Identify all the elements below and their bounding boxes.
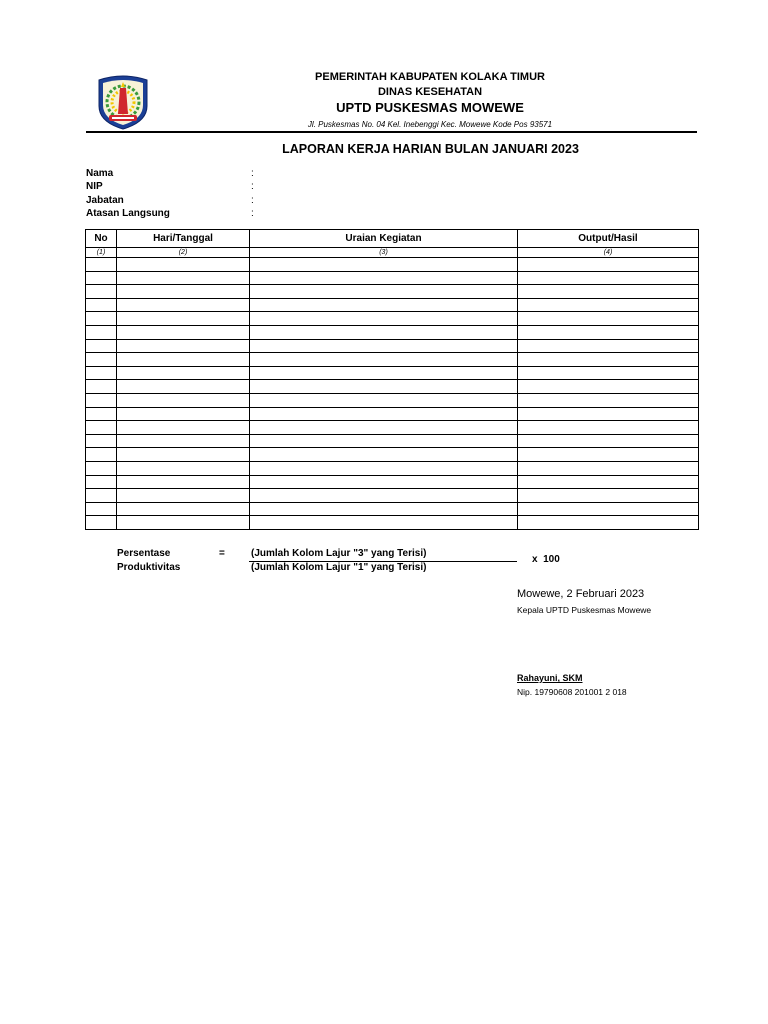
table-cell[interactable] bbox=[86, 407, 117, 421]
table-cell[interactable] bbox=[518, 448, 699, 462]
table-cell[interactable] bbox=[117, 353, 250, 367]
table-cell[interactable] bbox=[86, 489, 117, 503]
header-government: PEMERINTAH KABUPATEN KOLAKA TIMUR bbox=[315, 71, 545, 83]
table-cell[interactable] bbox=[86, 339, 117, 353]
table-cell[interactable] bbox=[518, 325, 699, 339]
table-cell[interactable] bbox=[518, 421, 699, 435]
nip-label: NIP bbox=[86, 181, 103, 192]
table-cell[interactable] bbox=[86, 502, 117, 516]
table-row bbox=[86, 489, 699, 503]
col-number-3: (3) bbox=[250, 248, 518, 258]
table-row bbox=[86, 421, 699, 435]
table-row bbox=[86, 407, 699, 421]
table-cell[interactable] bbox=[518, 285, 699, 299]
table-cell[interactable] bbox=[250, 393, 518, 407]
table-cell[interactable] bbox=[518, 489, 699, 503]
formula-multiplier: x 100 bbox=[532, 554, 560, 565]
table-cell[interactable] bbox=[86, 475, 117, 489]
table-cell[interactable] bbox=[117, 516, 250, 530]
regency-emblem-icon bbox=[95, 74, 151, 130]
nama-label: Nama bbox=[86, 168, 114, 179]
table-cell[interactable] bbox=[250, 475, 518, 489]
table-cell[interactable] bbox=[117, 393, 250, 407]
table-cell[interactable] bbox=[250, 271, 518, 285]
table-row bbox=[86, 393, 699, 407]
formula-numerator: (Jumlah Kolom Lajur "3" yang Terisi) bbox=[251, 548, 427, 559]
table-cell[interactable] bbox=[117, 339, 250, 353]
table-cell[interactable] bbox=[117, 285, 250, 299]
header-activity: Uraian Kegiatan bbox=[250, 230, 518, 248]
atasan-colon: : bbox=[251, 208, 254, 219]
table-cell[interactable] bbox=[518, 366, 699, 380]
column-number-row bbox=[86, 248, 699, 258]
table-cell[interactable] bbox=[250, 325, 518, 339]
table-cell[interactable] bbox=[86, 380, 117, 394]
table-cell[interactable] bbox=[86, 312, 117, 326]
table-cell[interactable] bbox=[86, 516, 117, 530]
table-cell[interactable] bbox=[117, 502, 250, 516]
table-row bbox=[86, 353, 699, 367]
table-row bbox=[86, 434, 699, 448]
table-row bbox=[86, 380, 699, 394]
table-cell[interactable] bbox=[250, 366, 518, 380]
table-cell[interactable] bbox=[518, 393, 699, 407]
atasan-label: Atasan Langsung bbox=[86, 208, 170, 219]
table-cell[interactable] bbox=[117, 258, 250, 272]
table-row bbox=[86, 475, 699, 489]
table-cell[interactable] bbox=[250, 516, 518, 530]
table-cell[interactable] bbox=[518, 434, 699, 448]
header-divider bbox=[86, 131, 697, 133]
table-cell[interactable] bbox=[518, 271, 699, 285]
table-cell[interactable] bbox=[250, 461, 518, 475]
signature-name: Rahayuni, SKM bbox=[517, 673, 583, 683]
table-cell[interactable] bbox=[117, 434, 250, 448]
header-department: DINAS KESEHATAN bbox=[377, 86, 483, 98]
signature-nip: Nip. 19790608 201001 2 018 bbox=[517, 687, 627, 697]
table-cell[interactable] bbox=[117, 407, 250, 421]
table-cell[interactable] bbox=[117, 489, 250, 503]
table-row bbox=[86, 285, 699, 299]
table-row bbox=[86, 516, 699, 530]
table-cell[interactable] bbox=[250, 312, 518, 326]
table-cell[interactable] bbox=[250, 448, 518, 462]
table-row bbox=[86, 325, 699, 339]
table-cell[interactable] bbox=[250, 258, 518, 272]
table-cell[interactable] bbox=[518, 461, 699, 475]
table-cell[interactable] bbox=[250, 285, 518, 299]
signature-position: Kepala UPTD Puskesmas Mowewe bbox=[517, 605, 652, 615]
table-cell[interactable] bbox=[250, 421, 518, 435]
formula-label-1: Persentase bbox=[117, 548, 171, 559]
header-date: Hari/Tanggal bbox=[117, 230, 250, 248]
table-cell[interactable] bbox=[518, 258, 699, 272]
table-cell[interactable] bbox=[117, 475, 250, 489]
table-cell[interactable] bbox=[518, 339, 699, 353]
formula-label-2: Produktivitas bbox=[117, 562, 181, 573]
header-output: Output/Hasil bbox=[518, 230, 699, 248]
table-header-row bbox=[86, 230, 699, 248]
table-row bbox=[86, 339, 699, 353]
table-row bbox=[86, 258, 699, 272]
table-cell[interactable] bbox=[518, 353, 699, 367]
table-row bbox=[86, 312, 699, 326]
table-cell[interactable] bbox=[117, 421, 250, 435]
header-address: Jl. Puskesmas No. 04 Kel. Inebenggi Kec. Mowewe Kode Pos 93571 bbox=[307, 120, 553, 129]
col-number-4: (4) bbox=[518, 248, 699, 258]
table-cell[interactable] bbox=[117, 448, 250, 462]
table-cell[interactable] bbox=[86, 298, 117, 312]
table-cell[interactable] bbox=[518, 312, 699, 326]
table-cell[interactable] bbox=[86, 393, 117, 407]
table-cell[interactable] bbox=[250, 298, 518, 312]
table-cell[interactable] bbox=[86, 271, 117, 285]
table-cell[interactable] bbox=[86, 353, 117, 367]
table-cell[interactable] bbox=[518, 407, 699, 421]
table-cell[interactable] bbox=[117, 271, 250, 285]
table-cell[interactable] bbox=[86, 461, 117, 475]
table-cell[interactable] bbox=[250, 380, 518, 394]
signature-place-date: Mowewe, 2 Februari 2023 bbox=[517, 588, 645, 600]
table-body bbox=[86, 258, 699, 530]
jabatan-colon: : bbox=[251, 195, 254, 206]
formula-equals: = bbox=[219, 548, 225, 559]
nip-colon: : bbox=[251, 181, 254, 192]
table-cell[interactable] bbox=[86, 434, 117, 448]
table-cell[interactable] bbox=[117, 366, 250, 380]
header-no: No bbox=[86, 230, 117, 248]
col-number-1: (1) bbox=[86, 248, 117, 258]
table-cell[interactable] bbox=[86, 448, 117, 462]
table-cell[interactable] bbox=[250, 339, 518, 353]
table-row bbox=[86, 461, 699, 475]
jabatan-label: Jabatan bbox=[86, 195, 124, 206]
table-cell[interactable] bbox=[86, 285, 117, 299]
nama-colon: : bbox=[251, 168, 254, 179]
table-cell[interactable] bbox=[518, 380, 699, 394]
table-cell[interactable] bbox=[86, 366, 117, 380]
table-cell[interactable] bbox=[250, 434, 518, 448]
table-cell[interactable] bbox=[86, 258, 117, 272]
table-cell[interactable] bbox=[117, 298, 250, 312]
table-cell[interactable] bbox=[250, 502, 518, 516]
table-cell[interactable] bbox=[117, 312, 250, 326]
header-institution: UPTD PUSKESMAS MOWEWE bbox=[336, 100, 524, 115]
table-cell[interactable] bbox=[86, 421, 117, 435]
table-row bbox=[86, 366, 699, 380]
table-cell[interactable] bbox=[250, 489, 518, 503]
table-cell[interactable] bbox=[250, 407, 518, 421]
table-row bbox=[86, 271, 699, 285]
table-cell[interactable] bbox=[518, 475, 699, 489]
table-cell[interactable] bbox=[117, 380, 250, 394]
table-cell[interactable] bbox=[518, 516, 699, 530]
table-cell[interactable] bbox=[86, 325, 117, 339]
table-cell[interactable] bbox=[518, 502, 699, 516]
table-cell[interactable] bbox=[117, 461, 250, 475]
activity-table bbox=[85, 229, 699, 530]
table-row bbox=[86, 298, 699, 312]
table-row bbox=[86, 502, 699, 516]
table-cell[interactable] bbox=[250, 353, 518, 367]
report-title: LAPORAN KERJA HARIAN BULAN JANUARI 2023 bbox=[282, 142, 579, 156]
table-cell[interactable] bbox=[518, 298, 699, 312]
table-cell[interactable] bbox=[117, 325, 250, 339]
formula-denominator: (Jumlah Kolom Lajur "1" yang Terisi) bbox=[251, 562, 427, 573]
table-row bbox=[86, 448, 699, 462]
col-number-2: (2) bbox=[117, 248, 250, 258]
